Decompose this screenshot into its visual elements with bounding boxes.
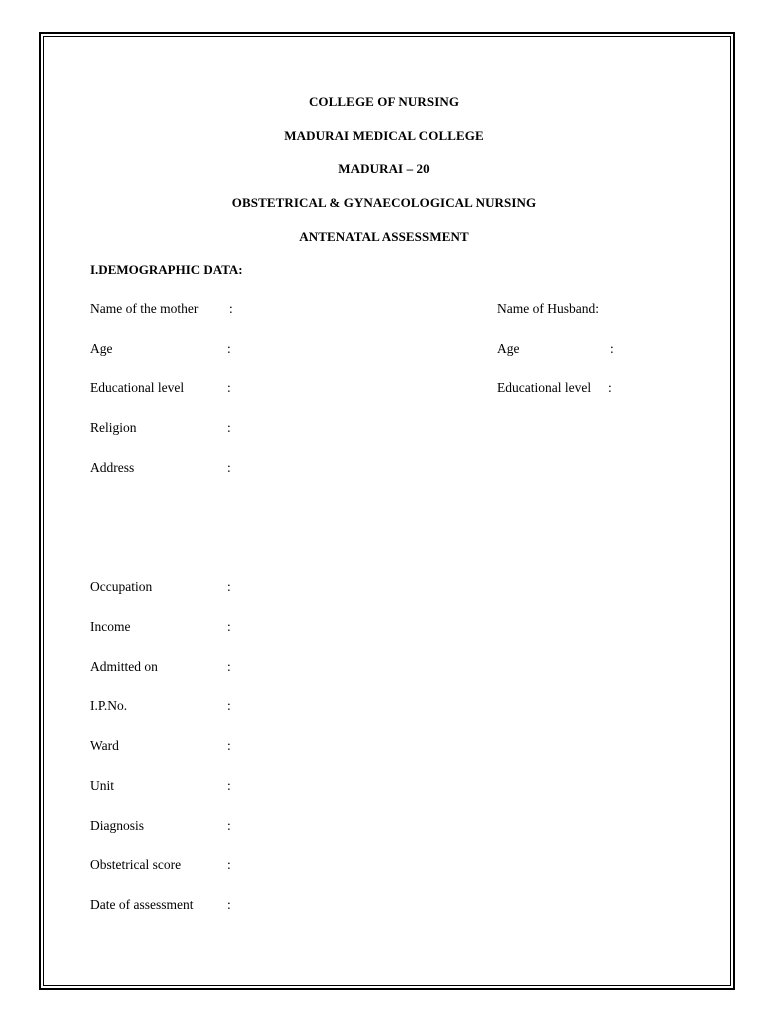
college-title: COLLEGE OF NURSING: [308, 94, 460, 109]
institution-title: MADURAI MEDICAL COLLEGE: [284, 128, 484, 143]
religion-label: Religion: [90, 420, 137, 435]
section-title: I.DEMOGRAPHIC DATA:: [90, 262, 243, 277]
ip-no-colon: :: [227, 698, 231, 713]
mother-age-colon: :: [227, 341, 231, 356]
unit-label: Unit: [90, 778, 115, 793]
mother-education-colon: :: [227, 380, 231, 395]
mother-name-label: Name of the mother: [90, 301, 199, 316]
unit-colon: :: [227, 778, 231, 793]
husband-education-colon: :: [608, 380, 612, 395]
mother-age-label: Age: [90, 341, 113, 356]
husband-age-label: Age: [497, 341, 520, 356]
religion-colon: :: [227, 420, 231, 435]
department-title: OBSTETRICAL & GYNAECOLOGICAL NURSING: [231, 195, 537, 210]
assessment-date-label: Date of assessment: [90, 897, 194, 912]
husband-education-label: Educational level: [497, 380, 592, 395]
obstetrical-score-colon: :: [227, 857, 231, 872]
assessment-date-colon: :: [227, 897, 231, 912]
diagnosis-label: Diagnosis: [90, 818, 144, 833]
occupation-label: Occupation: [90, 579, 153, 594]
occupation-colon: :: [227, 579, 231, 594]
obstetrical-score-label: Obstetrical score: [90, 857, 182, 872]
income-label: Income: [90, 619, 131, 634]
ip-no-label: I.P.No.: [90, 698, 128, 713]
income-colon: :: [227, 619, 231, 634]
city-title: MADURAI – 20: [338, 161, 430, 176]
address-colon: :: [227, 460, 231, 475]
admitted-on-label: Admitted on: [90, 659, 158, 674]
ward-colon: :: [227, 738, 231, 753]
ward-label: Ward: [90, 738, 119, 753]
diagnosis-colon: :: [227, 818, 231, 833]
page-border-inner: [43, 36, 731, 986]
address-label: Address: [90, 460, 135, 475]
admitted-on-colon: :: [227, 659, 231, 674]
form-title: ANTENATAL ASSESSMENT: [299, 229, 469, 244]
husband-name-label: Name of Husband:: [497, 301, 599, 316]
husband-age-colon: :: [610, 341, 614, 356]
mother-name-colon: :: [229, 301, 233, 316]
mother-education-label: Educational level: [90, 380, 185, 395]
